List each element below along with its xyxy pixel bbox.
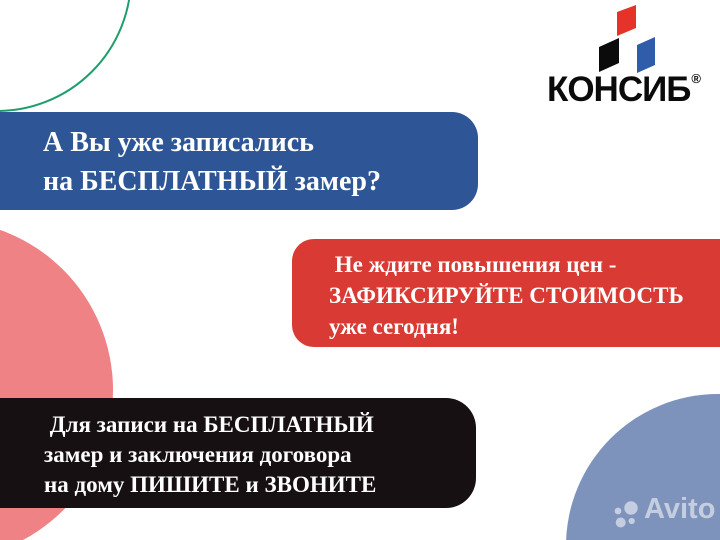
logo-black-parallelogram (599, 38, 619, 72)
brand-name (538, 72, 710, 109)
konsib-logo-icon (588, 0, 668, 78)
avito-logo-icon (611, 498, 641, 530)
banner-question-line-1: А Вы уже записались (43, 127, 314, 158)
avito-watermark (611, 494, 715, 530)
avito-watermark-label: Avito (644, 493, 716, 525)
registered-trademark-symbol: ® (691, 71, 702, 86)
banner-contact-line-1: Для записи на БЕСПЛАТНЫЙ (44, 412, 374, 437)
banner-urgency-line-2: ЗАФИКСИРУЙТЕ СТОИМОСТЬ (329, 283, 684, 308)
banner-contact-line-2: замер и заключения договора (44, 442, 352, 467)
price-lock-urgency-banner (292, 239, 720, 347)
brand-name-text: КОНСИБ (546, 70, 691, 109)
banner-urgency-line-3: уже сегодня! (329, 314, 459, 339)
green-ring-decoration (0, 0, 132, 112)
banner-contact-line-3: на дому ПИШИТЕ и ЗВОНИТЕ (44, 472, 377, 497)
free-measurement-question-banner (0, 112, 478, 210)
contact-instructions-banner (0, 398, 476, 508)
banner-question-line-2: на БЕСПЛАТНЫЙ замер? (43, 166, 381, 197)
banner-urgency-line-1: Не ждите повышения цен - (329, 252, 617, 277)
logo-red-parallelogram (617, 5, 636, 36)
logo-blue-parallelogram (637, 37, 655, 73)
